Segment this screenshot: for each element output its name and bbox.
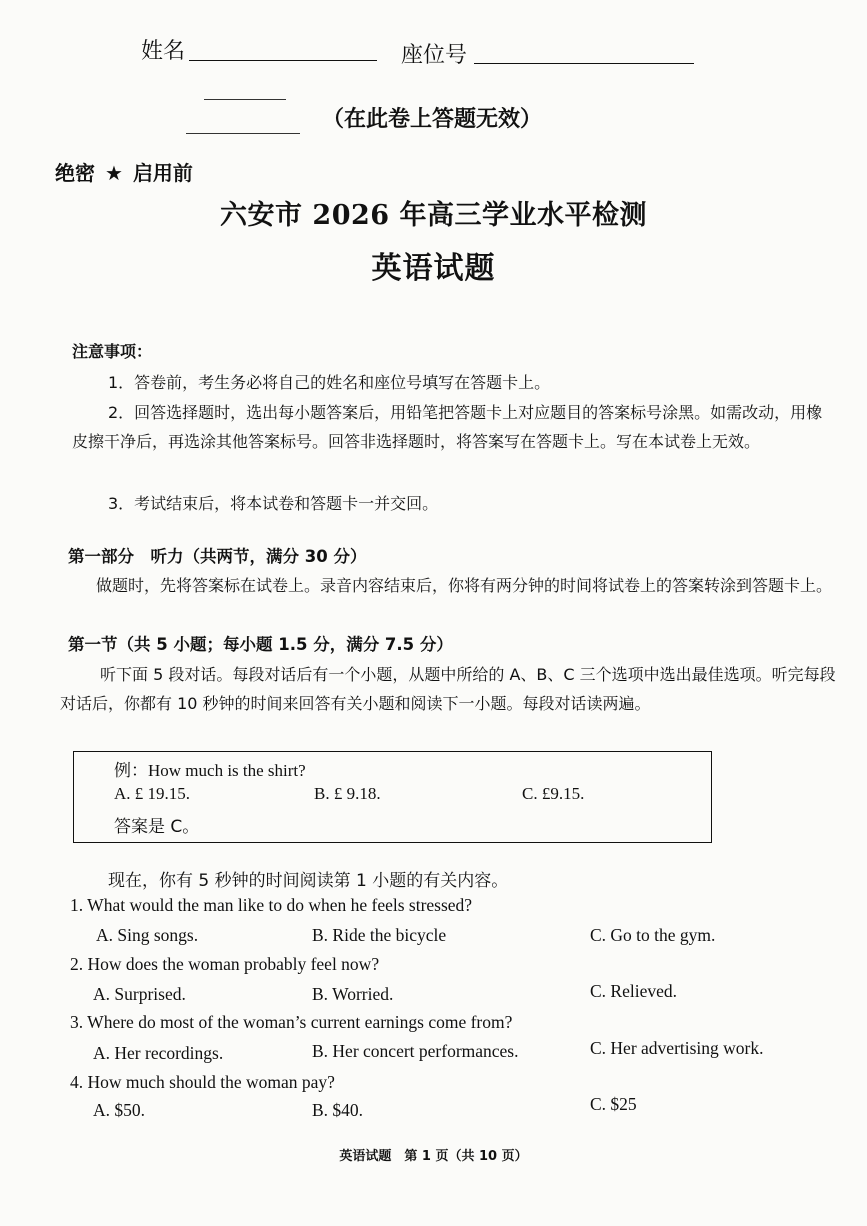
question-1-option-c[interactable]: C. Go to the gym. (590, 925, 716, 945)
question-2: 2. How does the woman probably feel now? (70, 954, 380, 974)
star-icon: ★ (105, 161, 123, 185)
question-3-option-b[interactable]: B. Her concert performances. (312, 1041, 519, 1061)
exam-subject: 英语试题 (371, 251, 496, 286)
question-1-option-b[interactable]: B. Ride the bicycle (312, 925, 447, 945)
notice-item: 2．回答选择题时，选出每小题答案后，用铅笔把答题卡上对应题目的答案标号涂黑。如需改动，用橡皮擦干净后，再选涂其他答案标号。回答非选择题时，将答案写在答题卡上。写在本试卷上无效。 (72, 403, 823, 451)
secret-mark (55, 157, 193, 186)
example-answer: 答案是 C。 (114, 817, 200, 837)
question-4-option-c[interactable]: C. $25 (590, 1094, 637, 1114)
page-footer: 英语试题 第 1 页（共 10 页） (339, 1149, 528, 1164)
notice-title: 注意事项： (72, 342, 153, 361)
seat-label: 座位号 (401, 43, 468, 68)
question-1-option-a[interactable]: A. Sing songs. (96, 925, 199, 945)
part-desc: 做题时，先将答案标在试卷上。录音内容结束后，你将有两分钟的时间将试卷上的答案转涂到答题卡上。 (96, 576, 833, 595)
secret-label: 绝密 (55, 161, 95, 185)
section-desc: 听下面 5 段对话。每段对话后有一个小题，从题中所给的 A、B、C 三个选项中选出最佳选项。听完每段对话后，你都有 10 秒钟的时间来回答有关小题和阅读下一小题。每段对话读两遍。 (60, 665, 836, 713)
question-4-option-b[interactable]: B. $40. (312, 1100, 364, 1120)
notice-item: 1．答卷前，考生务必将自己的姓名和座位号填写在答题卡上。 (108, 373, 551, 392)
notice-item: 3．考试结束后，将本试卷和答题卡一并交回。 (108, 494, 439, 513)
example-option-a: A. £ 19.15. (114, 784, 191, 803)
invalid-note: （在此卷上答题无效） (322, 107, 543, 132)
question-2-option-b[interactable]: B. Worried. (312, 984, 394, 1004)
exam-title: 六安市 2026 年高三学业水平检测 (220, 200, 647, 231)
scribble-mark (186, 133, 300, 134)
example-option-c: C. £9.15. (522, 784, 585, 803)
question-3-option-a[interactable]: A. Her recordings. (93, 1043, 224, 1063)
example-box (73, 751, 712, 843)
question-1: 1. What would the man like to do when he feels stressed? (70, 895, 473, 915)
section-title: 第一节（共 5 小题；每小题 1.5 分，满分 7.5 分） (68, 635, 453, 654)
seat-field-line[interactable] (474, 63, 694, 64)
name-label: 姓名 (141, 39, 186, 64)
secret-status: 启用前 (132, 161, 193, 185)
question-2-option-c[interactable]: C. Relieved. (590, 981, 677, 1001)
example-option-b: B. £ 9.18. (314, 784, 381, 803)
question-3: 3. Where do most of the woman’s current earnings come from? (70, 1012, 513, 1032)
example-question: 例：How much is the shirt? (114, 761, 306, 780)
scribble-mark (204, 99, 286, 100)
question-4-option-a[interactable]: A. $50. (93, 1100, 146, 1120)
part-title: 第一部分 听力（共两节，满分 30 分） (68, 547, 367, 566)
question-2-option-a[interactable]: A. Surprised. (93, 984, 186, 1004)
reading-instruction: 现在，你有 5 秒钟的时间阅读第 1 小题的有关内容。 (108, 871, 509, 891)
question-3-option-c[interactable]: C. Her advertising work. (590, 1038, 764, 1058)
name-field-line[interactable] (189, 60, 377, 61)
question-4: 4. How much should the woman pay? (70, 1072, 335, 1092)
